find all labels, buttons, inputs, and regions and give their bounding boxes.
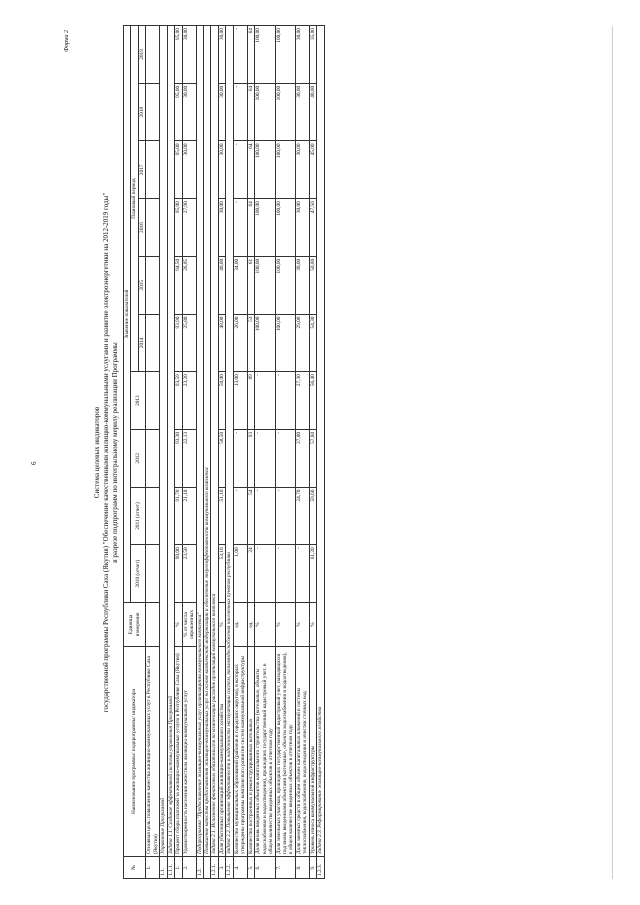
value-cell: 93: [247, 429, 254, 487]
row-number: 7.: [275, 857, 295, 879]
header-num: №: [124, 857, 146, 879]
section-row: [160, 26, 167, 879]
value-cell: 64: [247, 83, 254, 141]
unit-cell: ед.: [233, 603, 247, 647]
indicators-table: [123, 25, 325, 879]
value-cell: 26,85: [182, 256, 196, 314]
header-year: 2010 (отчет): [131, 545, 146, 603]
table-row: [182, 26, 196, 879]
unit-cell: %: [309, 603, 316, 647]
value-cell: [146, 26, 160, 84]
indicator-name: Удовлетворенность населения качеством жилищно-коммунальных услуг: [182, 647, 196, 857]
value-cell: 45,00: [309, 141, 316, 199]
value-cell: 21,10: [182, 487, 196, 545]
value-cell: -: [275, 429, 295, 487]
value-cell: 30,00: [218, 26, 225, 84]
value-cell: 100,00: [255, 256, 275, 314]
document-subtitle-2: в разрезе подпрограмм по интегральному мерилу реализации Программы: [111, 342, 119, 563]
section-code: 1.1.1.: [167, 857, 174, 879]
value-cell: 61: [247, 256, 254, 314]
value-cell: 95,00: [175, 83, 182, 141]
section-code: 1.2.2.: [226, 857, 233, 879]
section-row: [211, 26, 218, 879]
value-cell: -: [255, 545, 275, 603]
value-cell: 61,20: [309, 545, 316, 603]
value-cell: 29,00: [295, 314, 309, 372]
value-cell: 93,59: [175, 372, 182, 430]
header-unit: Единица измерения: [124, 603, 146, 647]
value-cell: 47,50: [309, 199, 316, 257]
row-number: 6.: [255, 857, 275, 879]
value-cell: 25,80: [182, 314, 196, 372]
value-cell: [146, 83, 160, 141]
value-cell: [146, 141, 160, 199]
section-row: [196, 26, 203, 879]
value-cell: 59,60: [309, 487, 316, 545]
table-header: [124, 26, 146, 879]
value-cell: 53,10: [218, 545, 225, 603]
value-cell: 22,13: [182, 429, 196, 487]
value-cell: 100,00: [275, 26, 295, 84]
table-row: [309, 26, 316, 879]
value-cell: 93,90: [175, 314, 182, 372]
section-title: Задача 2.2. Повышение эффективности и надежности эксплуатации систем, тепловодоснабжения населенных пунктов республики: [226, 26, 233, 857]
header-year: 2016: [138, 199, 145, 257]
value-cell: 91,70: [175, 487, 182, 545]
value-cell: 30,00: [182, 141, 196, 199]
value-cell: [146, 314, 160, 372]
section-title: Задача 2.3. Реформирование жилищно-коммунального хозяйства: [317, 26, 324, 857]
indicator-name: Уровень износа коммунальной инфраструктуры: [309, 647, 316, 857]
form-label: Форма 2: [64, 30, 70, 52]
value-cell: 64: [247, 26, 254, 84]
header-year: 2013: [131, 372, 146, 430]
value-cell: 30,00: [295, 26, 309, 84]
unit-cell: % от числа опрошенных: [182, 603, 196, 647]
value-cell: 100,00: [255, 26, 275, 84]
value-cell: [146, 487, 160, 545]
value-cell: 53: [247, 314, 254, 372]
value-cell: 100,00: [255, 314, 275, 372]
row-number: 1.: [146, 857, 160, 879]
table-row: [146, 26, 160, 879]
section-title: Управление Программой: [160, 26, 167, 857]
value-cell: 64: [247, 199, 254, 257]
header-year: 2015: [138, 256, 145, 314]
value-cell: [146, 372, 160, 430]
value-cell: -: [255, 429, 275, 487]
unit-cell: ед.: [247, 603, 254, 647]
section-title: Подпрограмма "Предоставление жилищно-коммунальных услуг организациями коммунального комплекса": [196, 26, 203, 857]
table-row: [218, 26, 225, 879]
value-cell: 90,00: [175, 545, 182, 603]
header-name: Наименование программы/ подпрограммы/ индикатора: [124, 647, 146, 857]
row-number: 9.: [309, 857, 316, 879]
indicator-name: Количество муниципальных образований (районов и городских округов), в которых утверждены программы комплексного развития систем коммунальной инфраструктуры: [233, 647, 247, 857]
value-cell: 95,00: [175, 199, 182, 257]
value-cell: [146, 545, 160, 603]
value-cell: [146, 429, 160, 487]
value-cell: 57,60: [309, 429, 316, 487]
value-cell: 64: [247, 141, 254, 199]
header-year: 2011 (отчет): [131, 487, 146, 545]
section-code: [203, 857, 210, 879]
table-body: [146, 26, 324, 879]
row-number: 3.: [218, 857, 225, 879]
header-year: 2017: [138, 141, 145, 199]
value-cell: 27,30: [295, 372, 309, 430]
value-cell: 100,00: [255, 199, 275, 257]
section-row: [203, 26, 210, 879]
indicator-name: Доля земельных участков, прошедших государственный кадастровый учет, находящихся под вновь введенными объектами (котельные, объекты водоснабжения и водоотведения), в общем количестве введенных объектов в отчетном году: [275, 647, 295, 857]
row-number: 2.: [182, 857, 196, 879]
section-code: 1.2.1.: [211, 857, 218, 879]
value-cell: 54,30: [309, 314, 316, 372]
value-cell: 30,00: [295, 199, 309, 257]
value-cell: -: [233, 83, 247, 141]
value-cell: -: [275, 487, 295, 545]
value-cell: 89: [247, 372, 254, 430]
header-year: 2014: [138, 314, 145, 372]
unit-cell: %: [295, 603, 309, 647]
row-number: 5.: [247, 857, 254, 879]
header-year: 2018: [138, 83, 145, 141]
value-cell: 24: [247, 545, 254, 603]
value-cell: 23,50: [182, 545, 196, 603]
scan-artifact: [612, 26, 613, 879]
indicator-name: Процент сбора платежей за жилищно-коммунальные услуги в Республике Саха (Якутия): [175, 647, 182, 857]
value-cell: 54: [247, 487, 254, 545]
value-cell: 24,70: [295, 487, 309, 545]
value-cell: 1,00: [233, 545, 247, 603]
value-cell: 56,40: [309, 372, 316, 430]
value-cell: -: [233, 487, 247, 545]
value-cell: -: [255, 372, 275, 430]
value-cell: 30,00: [182, 83, 196, 141]
value-cell: -: [295, 545, 309, 603]
value-cell: 100,00: [275, 141, 295, 199]
document-subtitle: государственной программы Республики Саха (Якутия) "Обеспечение качественными жилищно-коммунальными услугами и развитие электроэнергетики на 2012-2019 годы": [102, 192, 110, 713]
section-title: Задача 1.1. Создание эффективной системы управления Программой: [167, 26, 174, 857]
value-cell: 30,00: [218, 83, 225, 141]
section-code: 1.2.3.: [317, 857, 324, 879]
section-row: [226, 26, 233, 879]
section-row: [317, 26, 324, 879]
section-code: 1.1.: [160, 857, 167, 879]
value-cell: -: [233, 26, 247, 84]
value-cell: 100,00: [275, 314, 295, 372]
value-cell: 100,00: [275, 83, 295, 141]
header-values: Значение показателей: [124, 26, 131, 603]
indicator-name: Количество построенных и реконструированных котельных: [247, 647, 254, 857]
value-cell: [146, 199, 160, 257]
row-number: 1.: [175, 857, 182, 879]
section-code: 1.2.: [196, 857, 203, 879]
section-title: Задача 2.1. Исполнение финансовых обязательств по компенсации расходов организаций коммунального комплекса: [211, 26, 218, 857]
value-cell: 100,00: [255, 83, 275, 141]
value-cell: 94,50: [175, 256, 182, 314]
unit-cell: %: [255, 603, 275, 647]
value-cell: -: [275, 545, 295, 603]
value-cell: 40,00: [218, 256, 225, 314]
value-cell: 13,00: [233, 372, 247, 430]
value-cell: 30,00: [182, 26, 196, 84]
value-cell: 100,00: [275, 256, 295, 314]
value-cell: 30,00: [218, 199, 225, 257]
unit-cell: [146, 603, 160, 647]
value-cell: 100,00: [255, 141, 275, 199]
value-cell: [146, 256, 160, 314]
value-cell: 30,00: [295, 141, 309, 199]
value-cell: -: [233, 429, 247, 487]
value-cell: -: [233, 141, 247, 199]
value-cell: 100,00: [275, 199, 295, 257]
value-cell: 30,00: [295, 256, 309, 314]
value-cell: 23,20: [182, 372, 196, 430]
value-cell: 30,00: [295, 83, 309, 141]
indicator-name: Доля заемных средств в общем объеме капитальных вложений в системы теплоснабжения, водоснабжения, водоотведения и очистки сточных вод: [295, 647, 309, 857]
document-title: Система целевых индикаторов: [93, 406, 101, 499]
indicator-name: Доля убыточных организаций жилищно-коммунального хозяйства: [218, 647, 225, 857]
value-cell: 95,00: [175, 26, 182, 84]
unit-cell: %: [275, 603, 295, 647]
header-planned: Плановый период: [131, 26, 138, 372]
value-cell: 30,00: [218, 141, 225, 199]
row-number: 4.: [233, 857, 247, 879]
value-cell: 93,30: [175, 429, 182, 487]
unit-cell: %: [175, 603, 182, 647]
value-cell: 58,50: [218, 429, 225, 487]
value-cell: -: [233, 199, 247, 257]
value-cell: 35,00: [309, 26, 316, 84]
table-row: [233, 26, 247, 879]
value-cell: 95,00: [175, 141, 182, 199]
value-cell: -: [275, 372, 295, 430]
value-cell: 50,80: [309, 256, 316, 314]
table-row: [295, 26, 309, 879]
table-row: [175, 26, 182, 879]
value-cell: 50,00: [218, 372, 225, 430]
value-cell: 34,00: [233, 256, 247, 314]
header-year: 2019: [138, 26, 145, 84]
table-row: [255, 26, 275, 879]
value-cell: 40,00: [309, 83, 316, 141]
table-row: [247, 26, 254, 879]
unit-cell: %: [218, 603, 225, 647]
value-cell: -: [255, 487, 275, 545]
value-cell: 27,90: [182, 199, 196, 257]
value-cell: 26,00: [233, 314, 247, 372]
value-cell: 48,00: [218, 314, 225, 372]
indicator-name: Доля вновь введенных объектов капитального строительства (котельные, объекты водоснабжения и водоотведения), прошедших государственный кадастровый учет, в общем количестве введенных объектов в отчетном году: [255, 647, 275, 857]
value-cell: 27,00: [295, 429, 309, 487]
header-year: 2012: [131, 429, 146, 487]
table-row: [275, 26, 295, 879]
section-row: [167, 26, 174, 879]
indicator-name: Основная цель: повышение качества жилищно-коммунальных услуг в Республике Саха (Якутия): [146, 647, 160, 857]
row-number: 8.: [295, 857, 309, 879]
value-cell: 51,10: [218, 487, 225, 545]
page-number: 6: [30, 461, 38, 465]
section-title: Повышение качества предоставления жилищно-коммунальных услуг на основе комплексной модернизации и обеспечение энергоэффективности коммунального комплекса: [203, 26, 210, 857]
